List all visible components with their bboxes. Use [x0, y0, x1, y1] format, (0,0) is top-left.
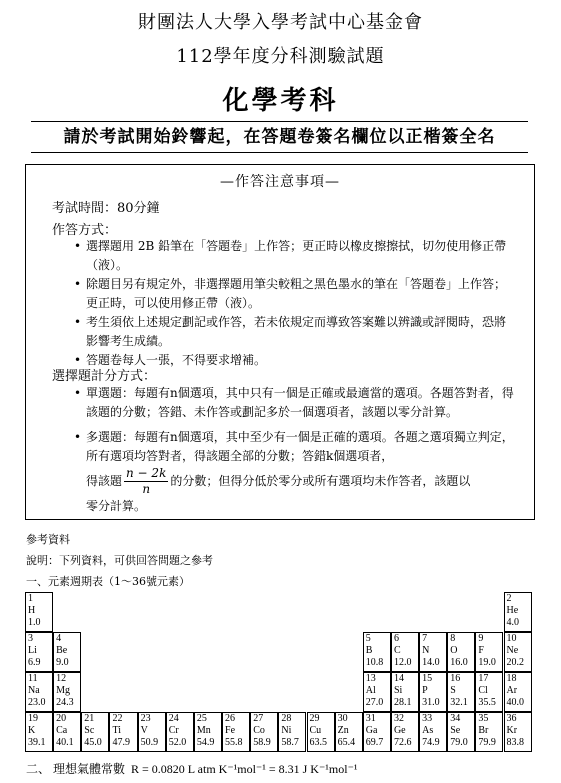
element-z: 2 — [506, 593, 512, 604]
element-z: 16 — [450, 673, 461, 684]
element-sym: Ga — [365, 725, 378, 736]
exam-title: 112學年度分科測驗試題 — [176, 46, 385, 67]
element-cell — [391, 712, 419, 752]
element-sym: Ti — [112, 725, 121, 736]
element-mass: 74.9 — [422, 737, 440, 748]
periodic-table — [25, 592, 532, 752]
element-sym: Se — [450, 725, 461, 736]
element-sym: Sc — [84, 725, 95, 736]
element-mass: 4.0 — [506, 617, 520, 628]
element-mass: 47.9 — [112, 737, 130, 748]
instructions-title: —作答注意事項— — [220, 174, 340, 190]
scoring-multi-text-3: 的分數；但得分低於零分或所有選項均未作答者，該題以 — [170, 474, 471, 488]
element-cell — [109, 712, 137, 752]
element-sym: S — [450, 685, 456, 696]
element-z: 33 — [422, 713, 433, 724]
element-z: 6 — [393, 633, 399, 644]
subject-title: 化學考科 — [222, 86, 339, 116]
element-mass: 32.1 — [450, 697, 468, 708]
element-sym: Ca — [56, 725, 68, 736]
element-z: 32 — [393, 713, 404, 724]
element-sym: He — [506, 605, 519, 616]
element-cell — [504, 632, 532, 672]
element-mass: 9.0 — [56, 657, 69, 668]
element-z: 36 — [506, 713, 517, 724]
element-cell — [419, 672, 447, 712]
method-heading: 作答方式： — [52, 223, 118, 238]
element-mass: 58.9 — [253, 737, 271, 748]
element-sym: As — [422, 725, 434, 736]
element-cell — [25, 712, 53, 752]
element-mass: 79.9 — [478, 737, 496, 748]
element-z: 24 — [168, 713, 179, 724]
element-sym: Mg — [56, 685, 71, 696]
element-sym: Fe — [225, 725, 236, 736]
element-cell — [504, 672, 532, 712]
element-sym: Ni — [281, 725, 292, 736]
element-z: 10 — [506, 633, 517, 644]
element-sym: H — [28, 605, 36, 616]
element-mass: 72.6 — [393, 737, 412, 748]
element-cell — [504, 592, 532, 632]
element-cell — [278, 712, 306, 752]
element-mass: 52.0 — [168, 737, 187, 748]
element-sym: Ar — [506, 685, 518, 696]
element-z: 7 — [422, 633, 428, 644]
element-z: 30 — [337, 713, 348, 724]
element-sym: V — [140, 725, 148, 736]
element-sym: N — [422, 645, 430, 656]
gas-constant — [26, 760, 358, 777]
element-cell — [81, 712, 109, 752]
element-mass: 16.0 — [450, 657, 468, 668]
element-cell — [250, 712, 278, 752]
element-z: 31 — [365, 713, 376, 724]
fraction-numerator: n − 2k — [126, 466, 167, 480]
organization-title: 財團法人大學入學考試中心基金會 — [138, 12, 423, 33]
exam-time: 考試時間：80分鐘 — [52, 201, 160, 216]
list-item: • 考生須依上述規定劃記或作答，若未依規定而導致答案難以辨識或評閱時，恐將影響考生成績。 — [74, 313, 514, 351]
element-sym: Ne — [506, 645, 519, 656]
element-cell — [504, 712, 532, 752]
element-z: 18 — [506, 673, 517, 684]
element-z: 5 — [365, 633, 371, 644]
element-mass: 23.0 — [28, 697, 46, 708]
scoring-multi-text-2: 得該題 — [86, 474, 123, 488]
scoring-list — [74, 384, 514, 516]
element-cell — [307, 712, 335, 752]
element-mass: 58.7 — [281, 737, 299, 748]
element-mass: 35.5 — [478, 697, 496, 708]
element-sym: Ge — [393, 725, 406, 736]
element-z: 28 — [281, 713, 292, 724]
element-sym: K — [28, 725, 36, 736]
gas-constant-label: 二、 理想氣體常數 — [26, 762, 126, 776]
list-item: • 答題卷每人一張，不得要求增補。 — [74, 351, 514, 370]
element-sym: Cl — [478, 685, 488, 696]
element-z: 13 — [365, 673, 376, 684]
element-cell — [363, 672, 391, 712]
element-cell — [447, 712, 475, 752]
element-z: 1 — [28, 593, 33, 604]
element-sym: Be — [56, 645, 68, 656]
scoring-heading: 選擇題計分方式： — [52, 369, 157, 384]
element-sym: B — [365, 645, 373, 656]
element-cell — [419, 632, 447, 672]
element-sym: Co — [253, 725, 265, 736]
element-mass: 55.8 — [225, 737, 243, 748]
element-mass: 12.0 — [393, 657, 412, 668]
element-sym: Zn — [337, 725, 349, 736]
element-cell — [25, 632, 53, 672]
element-cell — [25, 592, 53, 632]
element-cell — [363, 632, 391, 672]
element-sym: P — [422, 685, 428, 696]
element-z: 14 — [393, 673, 404, 684]
element-mass: 1.0 — [28, 617, 41, 628]
element-sym: Br — [478, 725, 489, 736]
element-mass: 40.0 — [506, 697, 525, 708]
element-cell — [194, 712, 222, 752]
element-cell — [166, 712, 194, 752]
element-sym: Cr — [168, 725, 179, 736]
element-z: 25 — [196, 713, 207, 724]
element-sym: C — [393, 645, 401, 656]
element-cell — [419, 712, 447, 752]
element-sym: Mn — [196, 725, 211, 736]
signature-banner: 請於考試開始鈴響起，在答題卷簽名欄位以正楷簽全名 — [31, 121, 528, 153]
element-sym: Li — [28, 645, 37, 656]
element-mass: 79.0 — [450, 737, 468, 748]
element-mass: 39.1 — [28, 737, 46, 748]
element-sym: Na — [28, 685, 40, 696]
element-sym: Si — [393, 685, 403, 696]
periodic-table-title: 一、元素週期表（1～36號元素） — [26, 575, 190, 588]
element-z: 15 — [422, 673, 433, 684]
element-z: 23 — [140, 713, 151, 724]
element-z: 9 — [478, 633, 484, 644]
element-z: 3 — [28, 633, 33, 644]
element-mass: 54.9 — [196, 737, 215, 748]
element-cell — [53, 712, 81, 752]
element-sym: F — [478, 645, 484, 656]
list-item: • 除題目另有規定外，非選擇題用筆尖較粗之黑色墨水的筆在「答題卷」上作答；更正時，可以使用修正帶（液）。 — [74, 275, 514, 313]
element-mass: 24.3 — [56, 697, 74, 708]
element-mass: 27.0 — [365, 697, 384, 708]
score-fraction — [124, 466, 168, 497]
fraction-denominator: n — [142, 482, 151, 496]
element-z: 26 — [225, 713, 236, 724]
element-cell — [447, 632, 475, 672]
element-cell — [391, 632, 419, 672]
element-mass: 83.8 — [506, 737, 525, 748]
reference-note: 說明：下列資料，可供回答問題之參考 — [26, 554, 213, 567]
element-cell — [138, 712, 166, 752]
element-z: 22 — [112, 713, 123, 724]
gas-constant-value: R = 0.0820 L atm K⁻¹mol⁻¹ = 8.31 J K⁻¹mol⁻¹ — [131, 762, 358, 776]
element-cell — [53, 632, 81, 672]
element-cell — [335, 712, 363, 752]
reference-title: 參考資料 — [26, 533, 70, 546]
element-z: 17 — [478, 673, 489, 684]
element-mass: 19.0 — [478, 657, 496, 668]
element-cell — [222, 712, 250, 752]
element-z: 19 — [28, 713, 38, 724]
element-mass: 69.7 — [365, 737, 384, 748]
element-z: 27 — [253, 713, 264, 724]
element-cell — [53, 672, 81, 712]
element-cell — [475, 632, 503, 672]
element-z: 20 — [56, 713, 67, 724]
element-z: 8 — [450, 633, 456, 644]
element-z: 35 — [478, 713, 489, 724]
element-z: 29 — [309, 713, 320, 724]
element-z: 11 — [28, 673, 38, 684]
element-cell — [475, 712, 503, 752]
scoring-single: • 單選題：每題有n個選項，其中只有一個是正確或最適當的選項。各題答對者，得該題的分數；答錯、未作答或劃記多於一個選項者，該題以零分計算。 — [74, 384, 514, 422]
element-mass: 31.0 — [422, 697, 440, 708]
element-mass: 50.9 — [140, 737, 159, 748]
element-z: 4 — [56, 633, 62, 644]
element-mass: 63.5 — [309, 737, 327, 748]
scoring-multi-text-4: 零分計算。 — [86, 499, 147, 513]
element-cell — [475, 672, 503, 712]
element-mass: 65.4 — [337, 737, 356, 748]
element-sym: Cu — [309, 725, 322, 736]
element-sym: Al — [365, 685, 376, 696]
element-cell — [391, 672, 419, 712]
element-sym: Kr — [506, 725, 518, 736]
element-mass: 28.1 — [393, 697, 412, 708]
element-mass: 10.8 — [365, 657, 384, 668]
element-z: 34 — [450, 713, 461, 724]
element-z: 12 — [56, 673, 67, 684]
element-cell — [363, 712, 391, 752]
element-mass: 20.2 — [506, 657, 525, 668]
scoring-multi-text: 多選題：每題有n個選項，其中至少有一個是正確的選項。各題之選項獨立判定，所有選項均答對者，得該題全部的分數；答錯k個選項者， — [86, 430, 514, 463]
element-mass: 40.1 — [56, 737, 74, 748]
element-cell — [447, 672, 475, 712]
element-z: 21 — [84, 713, 95, 724]
element-mass: 45.0 — [84, 737, 102, 748]
element-cell — [25, 672, 53, 712]
instructions-box — [25, 164, 535, 520]
element-mass: 6.9 — [28, 657, 41, 668]
method-list — [74, 237, 514, 370]
element-mass: 14.0 — [422, 657, 440, 668]
list-item: • 選擇題用 2B 鉛筆在「答題卷」上作答；更正時以橡皮擦擦拭，切勿使用修正帶（液）。 — [74, 237, 514, 275]
scoring-multi — [74, 428, 514, 516]
element-sym: O — [450, 645, 458, 656]
